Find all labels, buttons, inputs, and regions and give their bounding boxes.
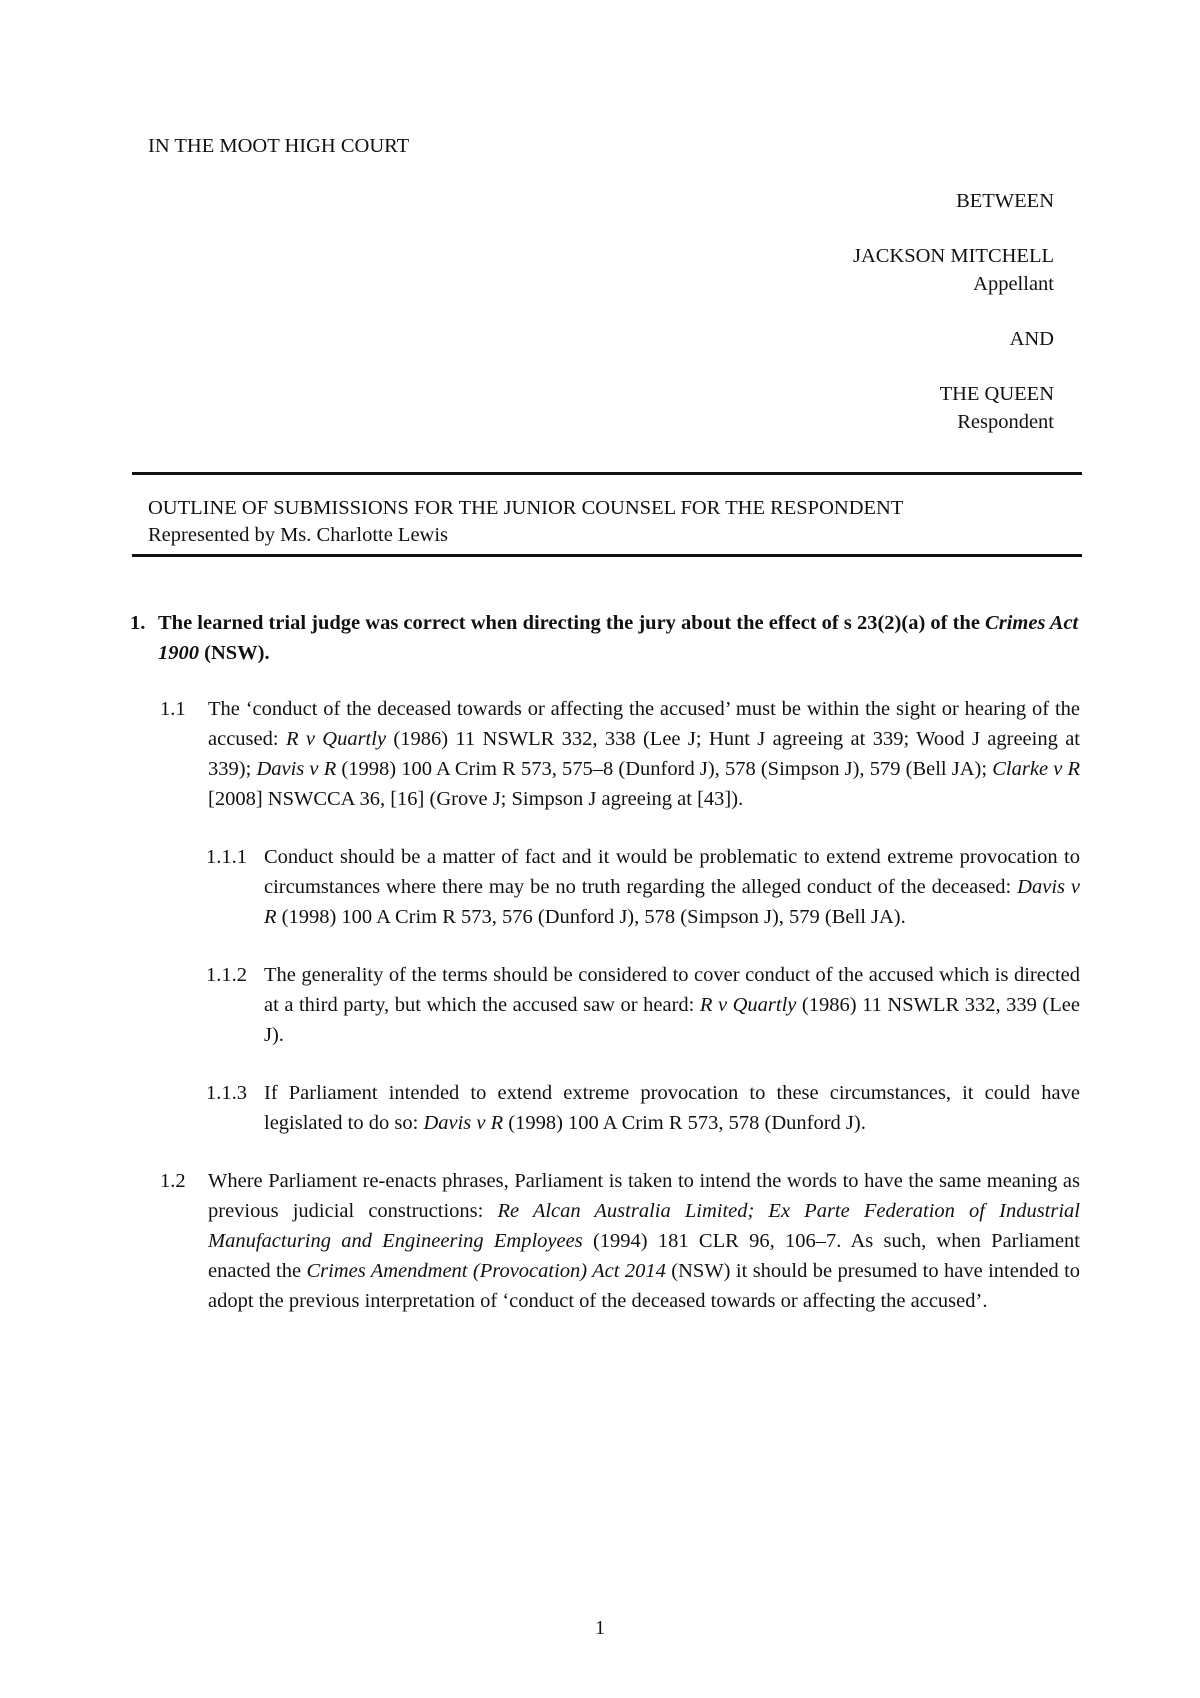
page-number: 1 bbox=[595, 1617, 605, 1639]
between-label: BETWEEN bbox=[956, 190, 1054, 212]
paragraph-text: The ‘conduct of the deceased towards or affecting the accused’ must be within the sight or hearing of the accused: R v Quartly (1986) 11 NSWLR 332, 338 (Lee J; Hunt J agreeing at 339; Wood J agreeing at 339); Davis v R (1998) 100 A Crim R 573, 575–8 (Dunford J), 578 (Simpson J), 579 (Bell JA); Clarke v R [2008] NSWCCA 36, [16] (Grove J; Simpson J agreeing at [43]). bbox=[208, 698, 1081, 810]
paragraph-number: 1.1.2 bbox=[206, 964, 247, 986]
paragraph-number: 1.1.1 bbox=[206, 846, 247, 868]
bottom-divider bbox=[132, 554, 1082, 557]
section-number: 1. bbox=[130, 612, 146, 634]
paragraph-text: The generality of the terms should be considered to cover conduct of the accused which is directed at a third party, but which the accused saw or heard: R v Quartly (1986) 11 NSWLR 332, 339 (Lee J). bbox=[264, 964, 1080, 1046]
paragraph-text: Where Parliament re-enacts phrases, Parliament is taken to intend the words to have the same meaning as previous judicial constructions: Re Alcan Australia Limited; Ex Parte Federation of Industrial Manufacturing and Engineering Employees (1994) 181 CLR 96, 106–7. As such, when Parliament enacted the Crimes Amendment (Provocation) Act 2014 (NSW) it should be presumed to have intended to adopt the previous interpretation of ‘conduct of the deceased towards or affecting the accused’. bbox=[208, 1170, 1081, 1312]
paragraph-number: 1.1.3 bbox=[206, 1082, 247, 1104]
section-heading-text: The learned trial judge was correct when directing the jury about the effect of s 23(2)(a) of the Crimes Act 1900 (NSW). bbox=[158, 612, 1079, 664]
paragraph-1-1-1 bbox=[206, 842, 1080, 932]
parties-block bbox=[853, 187, 1054, 436]
paragraph-1-1-2 bbox=[206, 960, 1080, 1050]
appellant-name: JACKSON MITCHELL bbox=[852, 245, 1054, 267]
paragraph-number: 1.2 bbox=[160, 1170, 186, 1192]
and-label: AND bbox=[1009, 328, 1054, 350]
paragraph-1-2 bbox=[160, 1166, 1080, 1316]
represented-by: Represented by Ms. Charlotte Lewis bbox=[148, 524, 449, 546]
paragraph-number: 1.1 bbox=[160, 698, 186, 720]
respondent-role: Respondent bbox=[957, 411, 1054, 433]
top-divider bbox=[132, 472, 1082, 475]
paragraph-1-1 bbox=[160, 694, 1080, 814]
outline-block bbox=[148, 495, 903, 549]
submissions-body bbox=[130, 608, 1080, 1316]
section-heading bbox=[130, 608, 1080, 668]
respondent-name: THE QUEEN bbox=[939, 383, 1054, 405]
paragraph-text: If Parliament intended to extend extreme provocation to these circumstances, it could have legislated to do so: Davis v R (1998) 100 A Crim R 573, 578 (Dunford J). bbox=[264, 1082, 1080, 1134]
paragraph-1-1-3 bbox=[206, 1078, 1080, 1138]
appellant-role: Appellant bbox=[973, 273, 1054, 295]
court-name: IN THE MOOT HIGH COURT bbox=[148, 135, 410, 157]
paragraph-text: Conduct should be a matter of fact and it would be problematic to extend extreme provocation to circumstances where there may be no truth regarding the alleged conduct of the deceased: Davis v R (1998) 100 A Crim R 573, 576 (Dunford J), 578 (Simpson J), 579 (Bell JA). bbox=[264, 846, 1081, 928]
outline-title: OUTLINE OF SUBMISSIONS FOR THE JUNIOR COUNSEL FOR THE RESPONDENT bbox=[148, 497, 904, 519]
